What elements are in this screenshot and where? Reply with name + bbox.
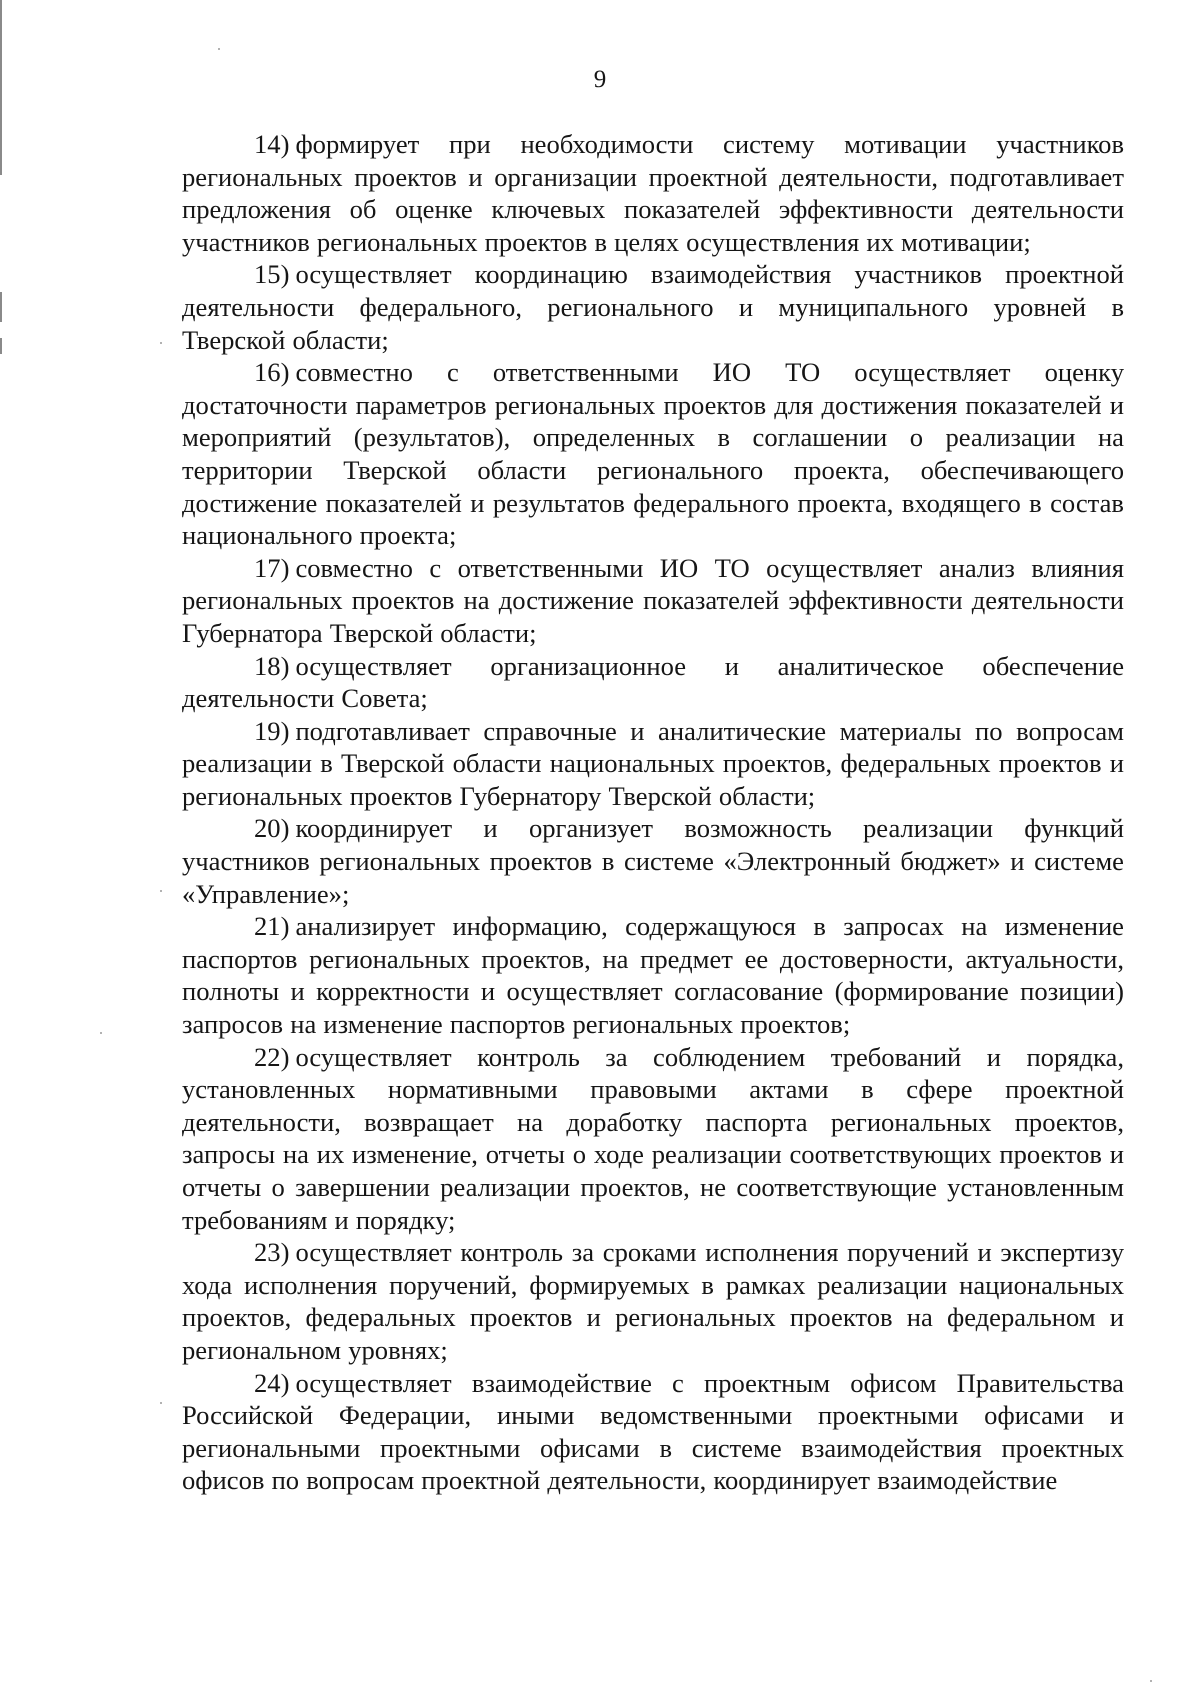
item-number: 20)	[254, 813, 290, 844]
item-text: формирует при необходимости систему мотивации участников региональных проектов и организации проектной деятельности, подготавливает предложения об оценке ключевых показателей эффективности деятельности участников региональных проектов в целях осуществления их мотивации;	[182, 129, 1124, 257]
list-item	[182, 812, 1124, 910]
item-text: координирует и организует возможность реализации функций участников региональных проектов в системе «Электронный бюджет» и системе «Управление»;	[182, 813, 1124, 909]
item-text: осуществляет контроль за соблюдением требований и порядка, установленных нормативными правовыми актами в сфере проектной деятельности, возвращает на доработку паспорта региональных проектов, запросы на их изменение, отчеты о ходе реализации соответствующих проектов и отчеты о завершении реализации проектов, не соответствующие установленным требованиям и порядку;	[182, 1041, 1124, 1235]
item-text: подготавливает справочные и аналитические материалы по вопросам реализации в Тверской области национальных проектов, федеральных проектов и региональных проектов Губернатору Тверской области;	[182, 715, 1124, 811]
list-item	[182, 356, 1124, 552]
item-number: 17)	[254, 552, 290, 583]
scan-edge-mark	[0, 338, 2, 354]
list-item	[182, 910, 1124, 1040]
item-text: осуществляет организационное и аналитическое обеспечение деятельности Совета;	[182, 650, 1124, 714]
page-number: 9	[593, 66, 607, 93]
item-text: совместно с ответственными ИО ТО осуществляет анализ влияния региональных проектов на достижение показателей эффективности деятельности Губернатора Тверской области;	[182, 552, 1124, 648]
item-number: 24)	[254, 1367, 290, 1398]
item-text: совместно с ответственными ИО ТО осуществляет оценку достаточности параметров региональных проектов для достижения показателей и мероприятий (результатов), определенных в соглашении о реализации на территории Тверской области регионального проекта, обеспечивающего достижение показателей и результатов федерального проекта, входящего в состав национального проекта;	[182, 357, 1124, 551]
item-text: анализирует информацию, содержащуюся в запросах на изменение паспортов региональных проектов, на предмет ее достоверности, актуальности, полноты и корректности и осуществляет согласование (формирование позиции) запросов на изменение паспортов региональных проектов;	[182, 911, 1124, 1040]
list-item	[182, 1041, 1124, 1237]
item-number: 19)	[254, 715, 290, 746]
item-number: 21)	[254, 911, 290, 942]
item-number: 18)	[254, 650, 290, 681]
scan-speck	[1150, 1680, 1152, 1682]
scan-edge-mark	[0, 292, 2, 322]
scan-speck	[160, 342, 162, 344]
item-number: 14)	[254, 129, 290, 159]
scan-speck	[100, 1032, 102, 1034]
item-number: 23)	[254, 1237, 290, 1268]
scan-speck	[160, 1402, 162, 1404]
list-item	[182, 258, 1124, 356]
list-item	[182, 128, 1124, 258]
item-text: осуществляет контроль за сроками исполнения поручений и экспертизу хода исполнения поручений, формируемых в рамках реализации национальных проектов, федеральных проектов и региональных проектов на федеральном и региональном уровнях;	[182, 1237, 1124, 1365]
list-item	[182, 650, 1124, 715]
list-item	[182, 552, 1124, 650]
scan-speck	[218, 48, 220, 50]
item-number: 15)	[254, 259, 290, 290]
item-number: 22)	[254, 1041, 290, 1072]
scan-speck	[160, 890, 162, 892]
item-text: осуществляет координацию взаимодействия участников проектной деятельности федерального, регионального и муниципального уровней в Тверской области;	[182, 259, 1124, 355]
item-number: 16)	[254, 357, 290, 388]
item-text: осуществляет взаимодействие с проектным офисом Правительства Российской Федерации, иными ведомственными проектными офисами и региональными проектными офисами в системе взаимодействия проектных офисов по вопросам проектной деятельности, координирует взаимодействие	[182, 1367, 1124, 1496]
document-body	[182, 128, 1124, 1497]
list-item	[182, 1367, 1124, 1497]
list-item	[182, 715, 1124, 813]
list-item	[182, 1236, 1124, 1366]
